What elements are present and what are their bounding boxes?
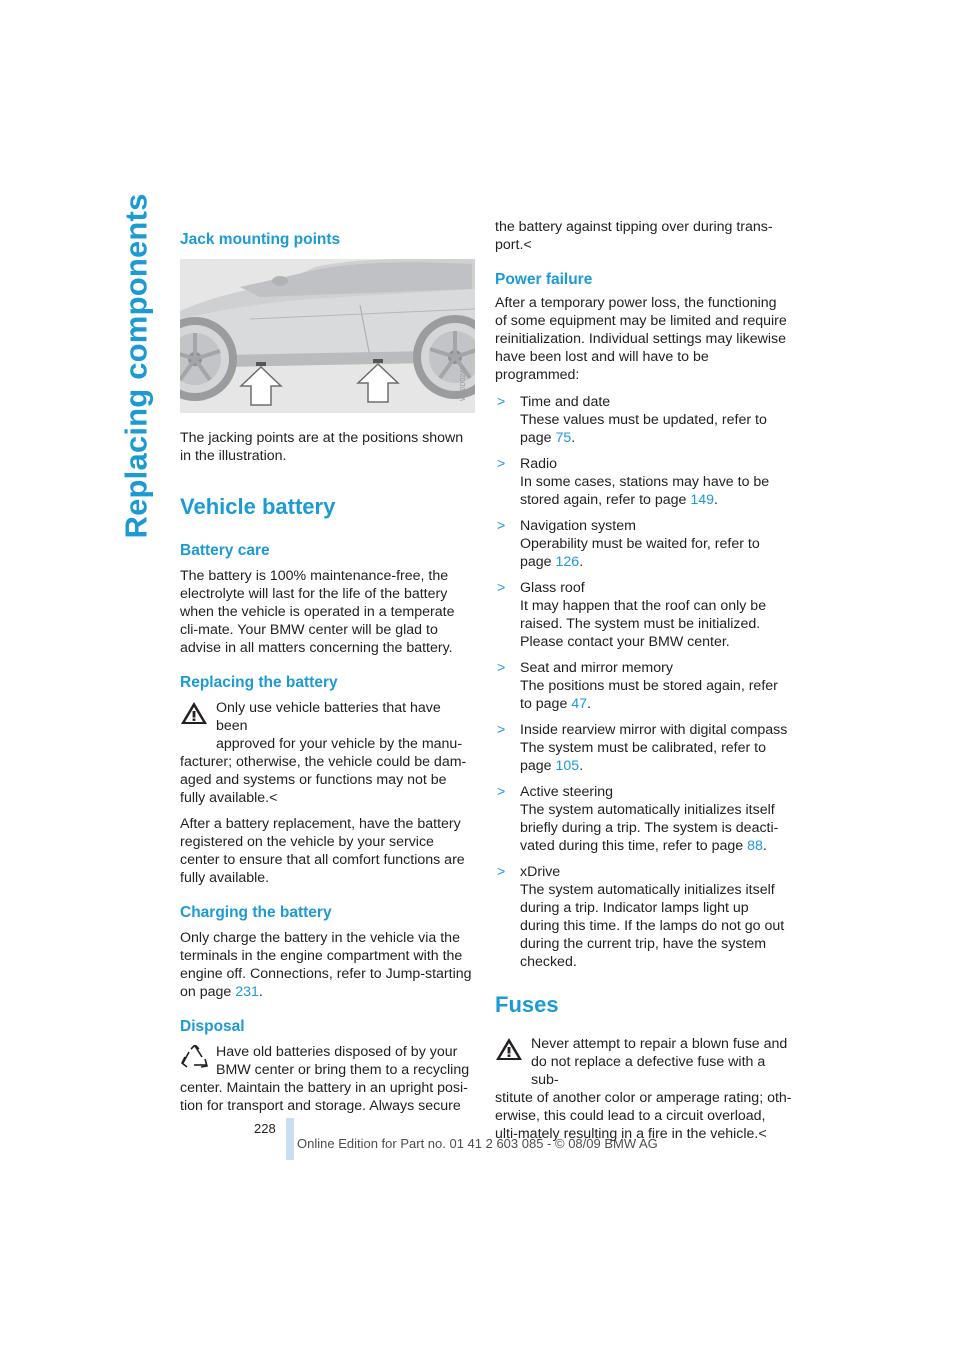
list-item-text: It may happen that the roof can only be raised. The system must be initialized. Please contact your BMW center. — [520, 598, 767, 650]
list-item-title: Inside rearview mirror with digital compass — [520, 722, 788, 738]
list-item-text — [520, 677, 792, 713]
jack-mounting-heading: Jack mounting points — [180, 231, 341, 248]
charging-battery-heading: Charging the battery — [180, 904, 332, 921]
list-item-body: The system must be calibrated, refer to page — [520, 740, 767, 774]
list-item — [495, 517, 792, 571]
recycling-icon — [180, 1045, 210, 1073]
list-item — [495, 721, 792, 775]
list-item-end: . — [762, 838, 767, 854]
chapter-sidebar-title — [112, 36, 162, 696]
list-item-end: . — [587, 696, 592, 712]
warning-triangle-icon — [495, 1037, 523, 1061]
battery-care-heading: Battery care — [180, 542, 270, 559]
list-bullet: > — [497, 722, 506, 738]
list-item-end: . — [571, 430, 576, 446]
charging-text: Only charge the battery in the vehicle via the terminals in the engine compartment with the engine off. Connections, refer to Jump-starting on page — [180, 930, 472, 1000]
list-item-body: The positions must be stored again, refer to page — [520, 678, 778, 712]
footer-edition-text: Online Edition for Part no. 01 41 2 603 085 - © 08/09 BMW AG — [297, 1136, 658, 1151]
fuses-heading: Fuses — [495, 992, 559, 1017]
power-failure-list — [495, 393, 792, 971]
list-item-text — [520, 801, 792, 855]
charging-battery-text — [180, 929, 475, 1001]
page-link-149[interactable]: 149 — [690, 492, 715, 508]
list-bullet: > — [497, 660, 506, 676]
replacing-warning-line2: approved for your vehicle by the manu- — [216, 736, 463, 752]
list-item — [495, 783, 792, 855]
list-item-text: The system automatically initializes itself during a trip. Indicator lamps light up during this time. If the lamps do not go out during the current trip, have the system checked. — [520, 882, 785, 970]
jack-points-illustration — [180, 259, 475, 413]
fuses-warning-line1: Never attempt to repair a blown fuse and — [531, 1036, 788, 1052]
disposal-line2: BMW center or bring them to a recycling — [216, 1062, 470, 1078]
list-item-title: xDrive — [520, 864, 561, 880]
page-link-75[interactable]: 75 — [555, 430, 572, 446]
continued-text: the battery against tipping over during trans-port.< — [495, 219, 773, 253]
page-link-88[interactable]: 88 — [747, 838, 763, 854]
replacing-warning-rest: facturer; otherwise, the vehicle could be dam-aged and systems or functions may not be fully available.< — [180, 754, 467, 806]
footer-accent-bar — [286, 1118, 294, 1160]
page-link-231[interactable]: 231 — [235, 984, 259, 1000]
list-bullet: > — [497, 784, 506, 800]
car-side-illustration — [180, 259, 475, 413]
left-column — [180, 230, 475, 1115]
list-item-title: Time and date — [520, 394, 611, 410]
disposal-line1: Have old batteries disposed of by your — [216, 1044, 458, 1060]
list-bullet: > — [497, 864, 506, 880]
list-item-end: . — [579, 554, 584, 570]
replacing-warning-line1: Only use vehicle batteries that have been — [216, 700, 441, 734]
list-item-text — [520, 411, 792, 447]
list-item-text — [520, 535, 792, 571]
disposal-heading: Disposal — [180, 1018, 245, 1035]
right-column — [495, 219, 792, 1143]
illustration-code: W30D0246 — [460, 365, 467, 401]
list-bullet: > — [497, 456, 506, 472]
page-link-105[interactable]: 105 — [555, 758, 580, 774]
list-item — [495, 579, 792, 651]
replacing-warning-note — [180, 699, 475, 807]
replacing-battery-text: After a battery replacement, have the battery registered on the vehicle by your service center to ensure that all comfort functions are fully available. — [180, 816, 465, 886]
vehicle-battery-heading: Vehicle battery — [180, 494, 336, 519]
list-item-body: In some cases, stations may have to be stored again, refer to page — [520, 474, 770, 508]
disposal-note — [180, 1043, 475, 1115]
fuses-warning-note — [495, 1035, 792, 1143]
fuses-warning-line2: do not replace a defective fuse with a sub- — [531, 1054, 766, 1088]
list-item-title: Navigation system — [520, 518, 636, 534]
list-item-body: These values must be updated, refer to page — [520, 412, 767, 446]
list-item — [495, 659, 792, 713]
chapter-title-text: Replacing components — [119, 193, 155, 539]
jack-points-text: The jacking points are at the positions shown in the illustration. — [180, 430, 464, 464]
list-bullet: > — [497, 394, 506, 410]
list-item-body: Operability must be waited for, refer to page — [520, 536, 760, 570]
list-bullet: > — [497, 580, 506, 596]
list-item-end: . — [714, 492, 718, 508]
list-item-title: Radio — [520, 456, 558, 472]
list-item — [495, 863, 792, 971]
power-failure-text: After a temporary power loss, the functioning of some equipment may be limited and require reinitialization. Individual settings may likewise have been lost and will have to be programmed: — [495, 295, 787, 383]
list-bullet: > — [497, 518, 506, 534]
list-item-end: . — [579, 758, 584, 774]
replacing-battery-heading: Replacing the battery — [180, 674, 338, 691]
charging-end: . — [258, 984, 263, 1000]
list-item-body: The system automatically initializes itself briefly during a trip. The system is deacti-vated during this time, refer to page — [520, 802, 779, 854]
list-item-title: Active steering — [520, 784, 614, 800]
list-item-title: Glass roof — [520, 580, 585, 596]
power-failure-heading: Power failure — [495, 271, 593, 288]
list-item — [495, 455, 792, 509]
warning-triangle-icon — [180, 701, 208, 725]
page-number: 228 — [254, 1121, 276, 1136]
battery-care-text: The battery is 100% maintenance-free, the electrolyte will last for the life of the battery when the vehicle is operated in a temperate cli-mate. Your BMW center will be glad to advise in all matters concerning the battery. — [180, 568, 455, 656]
disposal-rest: center. Maintain the battery in an upright posi-tion for transport and storage. Always secure — [180, 1080, 468, 1114]
page-link-47[interactable]: 47 — [571, 696, 588, 712]
list-item-title: Seat and mirror memory — [520, 660, 673, 676]
list-item — [495, 393, 792, 447]
list-item-text — [520, 473, 792, 509]
list-item-text — [520, 739, 792, 775]
page-link-126[interactable]: 126 — [555, 554, 580, 570]
fuses-warning-rest: stitute of another color or amperage rating; oth-erwise, this could lead to a circuit overload, ulti-mately resulting in a fire in the vehicle.< — [495, 1090, 792, 1142]
